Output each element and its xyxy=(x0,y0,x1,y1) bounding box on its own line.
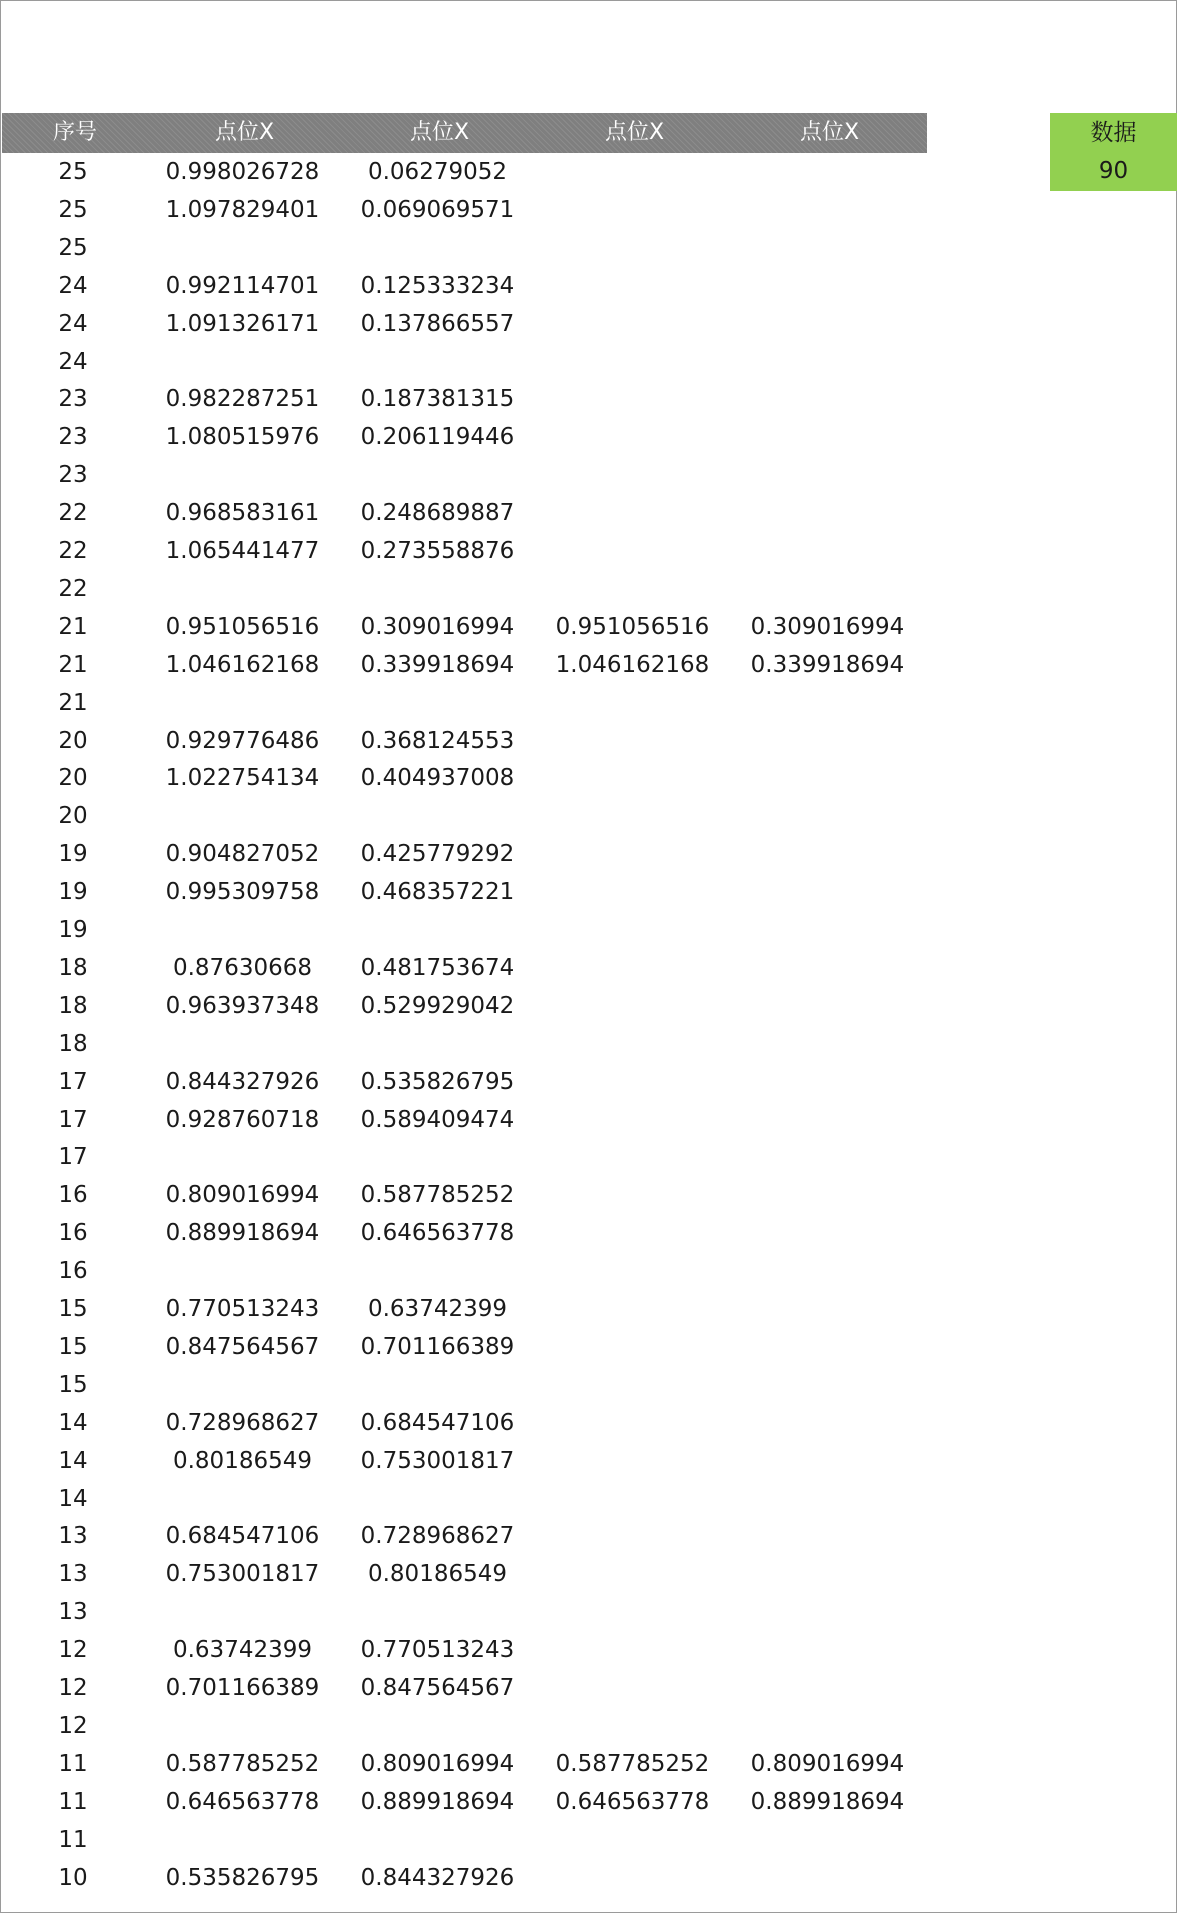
table-row xyxy=(0,1517,940,1555)
point-x-cell[interactable]: 0.968583161 xyxy=(165,500,320,527)
point-x-cell[interactable]: 0.753001817 xyxy=(360,1447,515,1474)
table-row xyxy=(0,835,940,873)
point-x-cell[interactable]: 0.728968627 xyxy=(360,1523,515,1550)
point-x-cell[interactable] xyxy=(535,1138,730,1176)
point-x-cell[interactable]: 0.529929042 xyxy=(360,992,515,1019)
point-x-cell[interactable]: 0.87630668 xyxy=(172,954,312,981)
point-x-cell[interactable]: 0.701166389 xyxy=(165,1675,320,1701)
point-x-cell[interactable] xyxy=(535,1404,730,1442)
index-cell[interactable]: 12 xyxy=(58,1637,88,1664)
index-cell[interactable]: 17 xyxy=(58,1106,88,1133)
point-x-cell[interactable]: 0.844327926 xyxy=(165,1068,320,1095)
index-cell[interactable]: 25 xyxy=(58,234,88,261)
point-x-cell[interactable] xyxy=(145,229,340,267)
point-x-cell[interactable] xyxy=(535,1669,730,1707)
point-x-cell[interactable] xyxy=(730,722,925,760)
index-cell[interactable]: 14 xyxy=(58,1485,88,1512)
index-cell[interactable]: 19 xyxy=(58,841,88,868)
point-x-cell[interactable] xyxy=(145,1252,340,1290)
index-cell[interactable]: 13 xyxy=(58,1561,88,1588)
point-x-cell[interactable] xyxy=(730,1214,925,1252)
point-x-cell[interactable] xyxy=(730,229,925,267)
point-x-cell[interactable] xyxy=(145,1821,340,1859)
point-x-cell[interactable]: 0.889918694 xyxy=(750,1788,905,1815)
index-cell[interactable]: 11 xyxy=(58,1750,88,1777)
point-x-cell[interactable]: 0.187381315 xyxy=(360,386,515,413)
point-x-cell[interactable] xyxy=(535,1176,730,1214)
point-x-cell[interactable] xyxy=(730,1631,925,1669)
table-row xyxy=(0,1214,940,1252)
point-x-cell[interactable] xyxy=(340,1593,535,1631)
index-cell[interactable]: 17 xyxy=(58,1144,88,1171)
index-cell[interactable]: 11 xyxy=(58,1826,88,1853)
point-x-cell[interactable] xyxy=(535,987,730,1025)
point-x-cell[interactable] xyxy=(535,684,730,722)
index-cell[interactable]: 13 xyxy=(58,1523,88,1550)
point-x-cell[interactable]: 0.982287251 xyxy=(165,386,320,413)
header-point-x-2[interactable]: 点位X xyxy=(409,120,470,145)
point-x-cell[interactable] xyxy=(730,949,925,987)
point-x-cell[interactable] xyxy=(535,759,730,797)
point-x-cell[interactable] xyxy=(340,570,535,608)
table-row xyxy=(0,1593,940,1631)
point-x-cell[interactable] xyxy=(730,1480,925,1518)
point-x-cell[interactable]: 0.995309758 xyxy=(165,879,320,906)
point-x-cell[interactable]: 0.992114701 xyxy=(165,272,320,299)
point-x-cell[interactable] xyxy=(730,1593,925,1631)
point-x-cell[interactable] xyxy=(730,1442,925,1480)
index-cell[interactable]: 21 xyxy=(58,613,88,640)
table-row xyxy=(0,570,940,608)
index-cell[interactable]: 15 xyxy=(58,1333,88,1360)
point-x-cell[interactable]: 1.097829401 xyxy=(165,196,320,223)
point-x-cell[interactable] xyxy=(730,305,925,343)
point-x-cell[interactable] xyxy=(535,1593,730,1631)
point-x-cell[interactable] xyxy=(535,1328,730,1366)
table-row xyxy=(0,1669,940,1707)
point-x-cell[interactable] xyxy=(730,1101,925,1139)
table-row xyxy=(0,1783,940,1821)
point-x-cell[interactable] xyxy=(730,380,925,418)
index-cell[interactable]: 11 xyxy=(58,1788,88,1815)
point-x-cell[interactable] xyxy=(535,1442,730,1480)
point-x-cell[interactable]: 0.646563778 xyxy=(165,1788,320,1815)
index-cell[interactable]: 18 xyxy=(58,954,88,981)
point-x-cell[interactable] xyxy=(730,191,925,229)
header-point-x-4[interactable]: 点位X xyxy=(799,120,860,145)
index-cell[interactable]: 12 xyxy=(58,1712,88,1739)
table-row xyxy=(0,797,940,835)
table-row xyxy=(0,1745,940,1783)
point-x-cell[interactable]: 0.844327926 xyxy=(360,1864,515,1891)
point-x-cell[interactable]: 0.684547106 xyxy=(360,1409,515,1436)
table-row xyxy=(0,608,940,646)
point-x-cell[interactable]: 0.929776486 xyxy=(165,727,320,754)
point-x-cell[interactable] xyxy=(730,1063,925,1101)
point-x-cell[interactable]: 0.770513243 xyxy=(165,1296,320,1322)
point-x-cell[interactable]: 0.847564567 xyxy=(165,1333,320,1360)
point-x-cell[interactable] xyxy=(340,1821,535,1859)
point-x-cell[interactable] xyxy=(730,1176,925,1214)
point-x-cell[interactable] xyxy=(730,1669,925,1707)
table-row xyxy=(0,1176,940,1214)
point-x-cell[interactable] xyxy=(730,1252,925,1290)
point-x-cell[interactable]: 0.998026728 xyxy=(165,159,320,185)
point-x-cell[interactable]: 0.069069571 xyxy=(360,196,515,223)
point-x-cell[interactable] xyxy=(535,494,730,532)
table-row xyxy=(0,1328,940,1366)
point-x-cell[interactable] xyxy=(730,1555,925,1593)
index-cell[interactable]: 25 xyxy=(58,159,88,185)
point-x-cell[interactable]: 1.046162168 xyxy=(165,651,320,678)
point-x-cell[interactable]: 0.309016994 xyxy=(360,613,515,640)
point-x-cell[interactable] xyxy=(730,267,925,305)
index-cell[interactable]: 19 xyxy=(58,917,88,943)
table-row xyxy=(0,532,940,570)
point-x-cell[interactable] xyxy=(340,911,535,949)
index-cell[interactable]: 21 xyxy=(58,651,88,678)
header-point-x-1[interactable]: 点位X xyxy=(214,120,275,145)
point-x-cell[interactable] xyxy=(535,153,730,191)
point-x-cell[interactable]: 0.951056516 xyxy=(555,613,710,640)
index-cell[interactable]: 20 xyxy=(58,765,88,792)
table-row xyxy=(0,1555,940,1593)
table-row xyxy=(0,305,940,343)
point-x-cell[interactable] xyxy=(145,456,340,494)
point-x-cell[interactable]: 0.206119446 xyxy=(360,424,515,451)
table-row xyxy=(0,191,940,229)
table-row xyxy=(0,949,940,987)
point-x-cell[interactable] xyxy=(730,343,925,381)
index-cell[interactable]: 24 xyxy=(58,272,88,299)
point-x-cell[interactable]: 0.701166389 xyxy=(360,1333,515,1360)
table-row xyxy=(0,267,940,305)
table-row xyxy=(0,229,940,267)
table-row xyxy=(0,1631,940,1669)
index-cell[interactable]: 24 xyxy=(58,348,88,375)
point-x-cell[interactable] xyxy=(535,1290,730,1328)
table-row xyxy=(0,1404,940,1442)
point-x-cell[interactable]: 0.248689887 xyxy=(360,500,515,527)
table-row xyxy=(0,1859,940,1897)
point-x-cell[interactable] xyxy=(340,1252,535,1290)
point-x-cell[interactable]: 0.80186549 xyxy=(367,1561,507,1588)
point-x-cell[interactable] xyxy=(535,911,730,949)
point-x-cell[interactable] xyxy=(730,1290,925,1328)
point-x-cell[interactable]: 0.809016994 xyxy=(360,1750,515,1777)
point-x-cell[interactable]: 0.587785252 xyxy=(165,1750,320,1777)
point-x-cell[interactable] xyxy=(340,1480,535,1518)
point-x-cell[interactable] xyxy=(535,1101,730,1139)
point-x-cell[interactable] xyxy=(730,1404,925,1442)
point-x-cell[interactable] xyxy=(730,987,925,1025)
point-x-cell[interactable]: 0.646563778 xyxy=(555,1788,710,1815)
point-x-cell[interactable] xyxy=(535,1821,730,1859)
point-x-cell[interactable]: 1.091326171 xyxy=(165,310,320,337)
point-x-cell[interactable]: 0.80186549 xyxy=(172,1447,312,1474)
point-x-cell[interactable] xyxy=(535,570,730,608)
table-row xyxy=(0,1442,940,1480)
point-x-cell[interactable] xyxy=(535,1366,730,1404)
point-x-cell[interactable]: 0.587785252 xyxy=(555,1750,710,1777)
point-x-cell[interactable] xyxy=(340,1025,535,1063)
point-x-cell[interactable] xyxy=(535,1555,730,1593)
point-x-cell[interactable] xyxy=(535,1480,730,1518)
point-x-cell[interactable] xyxy=(340,456,535,494)
point-x-cell[interactable] xyxy=(730,570,925,608)
index-cell[interactable]: 23 xyxy=(58,386,88,413)
point-x-cell[interactable] xyxy=(730,1025,925,1063)
point-x-cell[interactable] xyxy=(730,684,925,722)
index-cell[interactable]: 19 xyxy=(58,879,88,906)
point-x-cell[interactable]: 0.589409474 xyxy=(360,1106,515,1133)
index-cell[interactable]: 20 xyxy=(58,727,88,754)
point-x-cell[interactable]: 1.080515976 xyxy=(165,424,320,451)
point-x-cell[interactable] xyxy=(145,1138,340,1176)
table-row xyxy=(0,873,940,911)
point-x-cell[interactable]: 0.770513243 xyxy=(360,1637,515,1664)
data-summary-value[interactable]: 90 xyxy=(1098,158,1129,184)
index-cell[interactable]: 22 xyxy=(58,538,88,564)
index-cell[interactable]: 18 xyxy=(58,992,88,1019)
point-x-cell[interactable] xyxy=(535,1214,730,1252)
point-x-cell[interactable] xyxy=(535,1631,730,1669)
point-x-cell[interactable]: 0.904827052 xyxy=(165,841,320,868)
point-x-cell[interactable]: 0.646563778 xyxy=(360,1220,515,1247)
point-x-cell[interactable] xyxy=(535,343,730,381)
point-x-cell[interactable] xyxy=(535,1859,730,1897)
table-row xyxy=(0,418,940,456)
point-x-cell[interactable]: 0.273558876 xyxy=(360,538,515,564)
point-x-cell[interactable]: 0.425779292 xyxy=(360,841,515,868)
header-point-x-3[interactable]: 点位X xyxy=(604,120,665,145)
point-x-cell[interactable]: 0.125333234 xyxy=(360,272,515,299)
table-row xyxy=(0,722,940,760)
point-x-cell[interactable]: 0.587785252 xyxy=(360,1182,515,1209)
index-cell[interactable]: 23 xyxy=(58,462,88,489)
index-cell[interactable]: 16 xyxy=(58,1258,88,1285)
table-row xyxy=(0,987,940,1025)
point-x-cell[interactable] xyxy=(535,418,730,456)
point-x-cell[interactable]: 0.684547106 xyxy=(165,1523,320,1550)
index-cell[interactable]: 25 xyxy=(58,196,88,223)
point-x-cell[interactable] xyxy=(535,305,730,343)
table-row xyxy=(0,646,940,684)
index-cell[interactable]: 16 xyxy=(58,1182,88,1209)
index-cell[interactable]: 22 xyxy=(58,500,88,527)
point-x-cell[interactable] xyxy=(730,797,925,835)
point-x-cell[interactable]: 1.022754134 xyxy=(165,765,320,792)
point-x-cell[interactable] xyxy=(730,1517,925,1555)
point-x-cell[interactable] xyxy=(730,873,925,911)
index-cell[interactable]: 14 xyxy=(58,1447,88,1474)
point-x-cell[interactable]: 0.728968627 xyxy=(165,1409,320,1436)
point-x-cell[interactable]: 0.63742399 xyxy=(367,1296,507,1322)
point-x-cell[interactable] xyxy=(340,684,535,722)
point-x-cell[interactable] xyxy=(340,1138,535,1176)
table-row xyxy=(0,684,940,722)
table-row xyxy=(0,759,940,797)
point-x-cell[interactable] xyxy=(340,797,535,835)
point-x-cell[interactable] xyxy=(145,911,340,949)
point-x-cell[interactable] xyxy=(145,1593,340,1631)
point-x-cell[interactable] xyxy=(535,229,730,267)
index-cell[interactable]: 16 xyxy=(58,1220,88,1247)
table-row xyxy=(0,343,940,381)
point-x-cell[interactable] xyxy=(730,1821,925,1859)
point-x-cell[interactable] xyxy=(535,1025,730,1063)
table-row xyxy=(0,1138,940,1176)
point-x-cell[interactable] xyxy=(730,1859,925,1897)
data-summary-box xyxy=(1050,113,1177,191)
point-x-cell[interactable] xyxy=(535,456,730,494)
header-index[interactable]: 序号 xyxy=(52,120,97,145)
point-x-cell[interactable] xyxy=(535,797,730,835)
table-row xyxy=(0,1252,940,1290)
point-x-cell[interactable] xyxy=(730,1707,925,1745)
point-x-cell[interactable]: 0.309016994 xyxy=(750,613,905,640)
index-cell[interactable]: 17 xyxy=(58,1068,88,1095)
table-row xyxy=(0,1480,940,1518)
table-row xyxy=(0,494,940,532)
point-x-cell[interactable]: 0.06279052 xyxy=(367,159,507,185)
point-x-cell[interactable] xyxy=(730,759,925,797)
point-x-cell[interactable]: 0.963937348 xyxy=(165,992,320,1019)
point-x-cell[interactable]: 0.951056516 xyxy=(165,613,320,640)
point-x-cell[interactable] xyxy=(730,1138,925,1176)
point-x-cell[interactable]: 0.889918694 xyxy=(165,1220,320,1247)
point-x-cell[interactable] xyxy=(145,1707,340,1745)
table-header xyxy=(2,113,927,153)
point-x-cell[interactable]: 0.368124553 xyxy=(360,727,515,754)
point-x-cell[interactable] xyxy=(730,456,925,494)
point-x-cell[interactable]: 0.535826795 xyxy=(360,1068,515,1095)
point-x-cell[interactable] xyxy=(145,1366,340,1404)
table-row xyxy=(0,1101,940,1139)
data-summary-label[interactable]: 数据 xyxy=(1090,120,1137,146)
point-x-cell[interactable] xyxy=(730,532,925,570)
point-x-cell[interactable] xyxy=(340,1707,535,1745)
point-x-cell[interactable] xyxy=(535,380,730,418)
index-cell[interactable]: 12 xyxy=(58,1675,88,1701)
point-x-cell[interactable] xyxy=(535,835,730,873)
point-x-cell[interactable] xyxy=(145,797,340,835)
point-x-cell[interactable] xyxy=(730,1328,925,1366)
table-row xyxy=(0,1290,940,1328)
point-x-cell[interactable] xyxy=(145,1025,340,1063)
point-x-cell[interactable] xyxy=(145,684,340,722)
point-x-cell[interactable] xyxy=(145,343,340,381)
point-x-cell[interactable]: 0.928760718 xyxy=(165,1106,320,1133)
point-x-cell[interactable]: 0.339918694 xyxy=(750,651,905,678)
point-x-cell[interactable] xyxy=(730,911,925,949)
point-x-cell[interactable]: 0.753001817 xyxy=(165,1561,320,1588)
point-x-cell[interactable] xyxy=(535,1252,730,1290)
table-row xyxy=(0,1025,940,1063)
index-cell[interactable]: 21 xyxy=(58,689,88,716)
point-x-cell[interactable] xyxy=(535,1707,730,1745)
point-x-cell[interactable] xyxy=(535,191,730,229)
index-cell[interactable]: 13 xyxy=(58,1599,88,1626)
index-cell[interactable]: 24 xyxy=(58,310,88,337)
point-x-cell[interactable]: 0.63742399 xyxy=(172,1637,312,1664)
point-x-cell[interactable]: 0.535826795 xyxy=(165,1864,320,1891)
point-x-cell[interactable]: 0.889918694 xyxy=(360,1788,515,1815)
point-x-cell[interactable] xyxy=(535,873,730,911)
index-cell[interactable]: 15 xyxy=(58,1371,88,1398)
point-x-cell[interactable] xyxy=(535,1517,730,1555)
point-x-cell[interactable] xyxy=(145,570,340,608)
point-x-cell[interactable]: 0.468357221 xyxy=(360,879,515,906)
point-x-cell[interactable]: 0.404937008 xyxy=(360,765,515,792)
point-x-cell[interactable] xyxy=(340,229,535,267)
point-x-cell[interactable] xyxy=(730,1366,925,1404)
point-x-cell[interactable]: 0.847564567 xyxy=(360,1675,515,1701)
point-x-cell[interactable]: 0.809016994 xyxy=(750,1750,905,1777)
point-x-cell[interactable] xyxy=(535,532,730,570)
index-cell[interactable]: 14 xyxy=(58,1409,88,1436)
point-x-cell[interactable] xyxy=(340,1366,535,1404)
index-cell[interactable]: 23 xyxy=(58,424,88,451)
point-x-cell[interactable] xyxy=(730,835,925,873)
point-x-cell[interactable] xyxy=(535,949,730,987)
point-x-cell[interactable]: 1.065441477 xyxy=(165,538,320,564)
table-row xyxy=(0,380,940,418)
point-x-cell[interactable] xyxy=(535,1063,730,1101)
index-cell[interactable]: 22 xyxy=(58,575,88,602)
point-x-cell[interactable] xyxy=(730,153,925,191)
table-row xyxy=(0,1707,940,1745)
index-cell[interactable]: 18 xyxy=(58,1030,88,1057)
table-row xyxy=(0,1366,940,1404)
index-cell[interactable]: 10 xyxy=(58,1864,88,1891)
point-x-cell[interactable] xyxy=(145,1480,340,1518)
index-cell[interactable]: 15 xyxy=(58,1296,88,1322)
point-x-cell[interactable]: 0.481753674 xyxy=(360,954,515,981)
point-x-cell[interactable]: 0.339918694 xyxy=(360,651,515,678)
table-row xyxy=(0,153,940,191)
point-x-cell[interactable] xyxy=(340,343,535,381)
point-x-cell[interactable]: 1.046162168 xyxy=(555,651,710,678)
point-x-cell[interactable] xyxy=(535,267,730,305)
point-x-cell[interactable]: 0.137866557 xyxy=(360,310,515,337)
point-x-cell[interactable] xyxy=(535,722,730,760)
point-x-cell[interactable]: 0.809016994 xyxy=(165,1182,320,1209)
point-x-cell[interactable] xyxy=(730,494,925,532)
table-row xyxy=(0,1063,940,1101)
index-cell[interactable]: 20 xyxy=(58,803,88,830)
point-x-cell[interactable] xyxy=(730,418,925,456)
table-row xyxy=(0,1821,940,1859)
table-row xyxy=(0,456,940,494)
table-row xyxy=(0,911,940,949)
